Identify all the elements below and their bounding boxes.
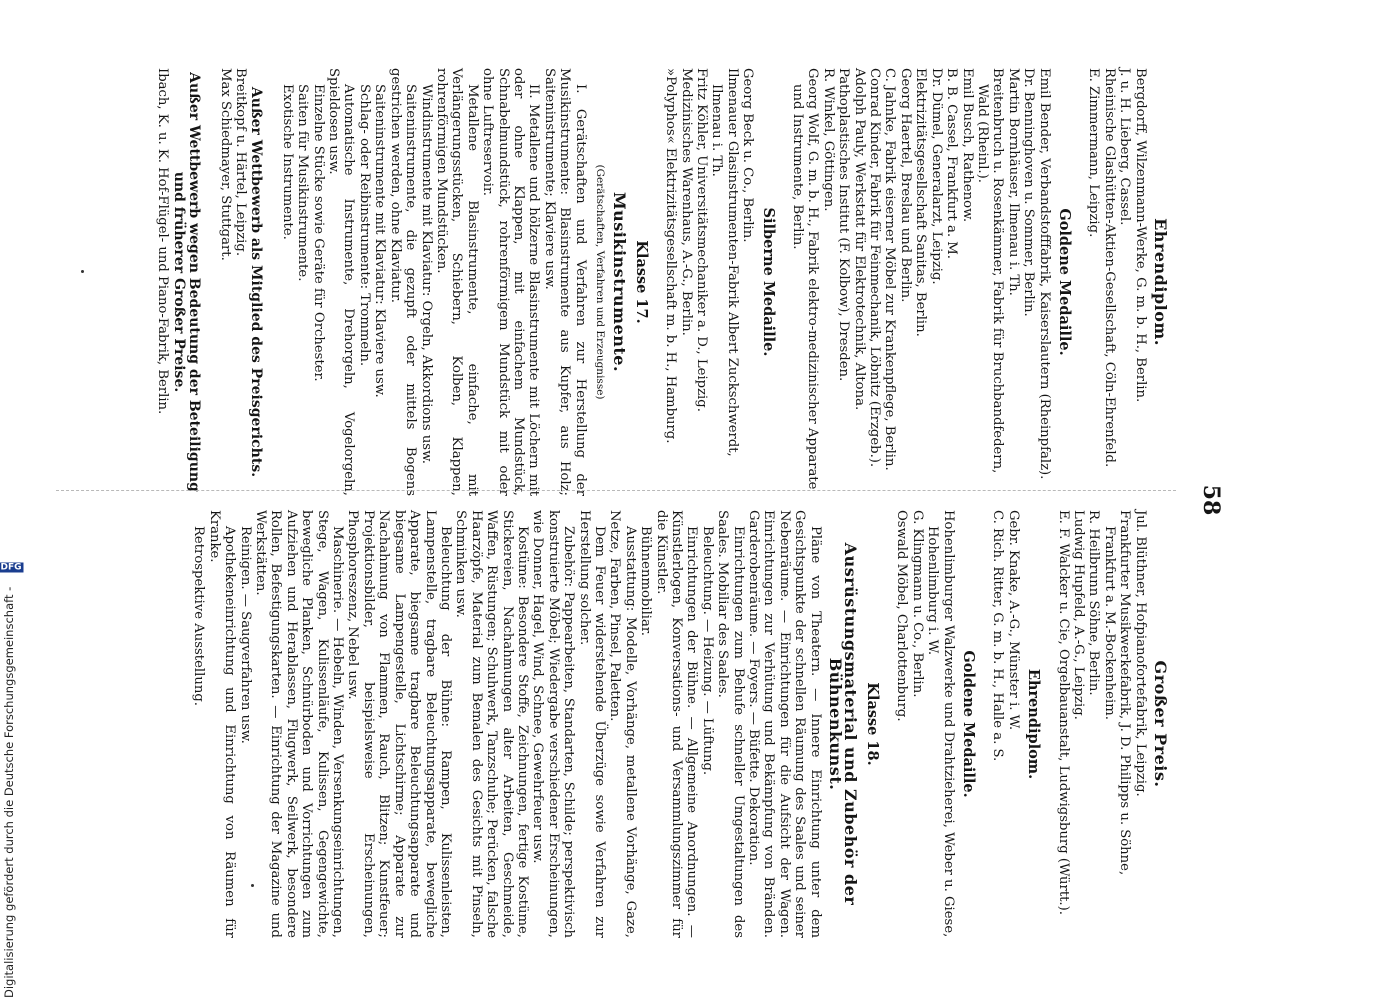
paragraph: Metallene Blasinstrumente, einfache, mit Verlängerungsstücken, Schiebern, Kolben, Klappen, rohrenförmigen Mundstücken. [433, 68, 480, 496]
list-item: C. Rich. Ritter, G. m. b. H., Halle a. S. [990, 510, 1006, 762]
paragraph: Maschinerie. — Hebeln, Winden, Versenkungseinrichtungen, Stege, Wagen, Kulissenläufe, Kulissen, Gegengewichte, bewegliche Planken, Schnürboden und Vorrichtungen zum Aufziehen und Herablassen, Flugwerk, Seilwerk, besondere Rollen, Befestigungskarten. — Einrichtung der Magazine und Werkstätten. [253, 510, 346, 938]
list-item: E. F. Walcker u. Cie, Orgelbauanstalt, Ludwigsburg (Württ.). [1055, 510, 1071, 915]
list-ehrendiplom [990, 510, 1021, 938]
paragraph: I. Gerätschaften und Verfahren zur Herstellung der Musikinstrumente: Blasinstrumente aus Kupfer, aus Holz; Saiteninstrumente; Klaviere usw. [541, 68, 588, 496]
list-item: Ilmenauer Glasinstrumenten-Fabrik Albert Zuckschwerdt, Ilmenau i. Th. [709, 68, 740, 457]
section-heading-ausser: Außer Wettbewerb als Mitglied des Preisgerichts. [248, 86, 265, 478]
paragraph: Ausstattung: Modelle, Vorhänge, metallene Vorhänge, Gaze, Netze, Farben, Pinsel, Paletten. [607, 510, 638, 938]
list-item: Dr. Dümel, Generalarzt, Leipzig. [928, 68, 944, 285]
class-title: Musikinstrumente. [610, 191, 630, 373]
list-item: Gebr. Knake, A.-G., Münster i. W. [1005, 510, 1021, 731]
left-column [155, 68, 1174, 496]
paragraph: Bühnenmobiliar. [638, 526, 654, 636]
paragraph: Beleuchtung. — Heizung. — Lüftung. [699, 526, 715, 776]
paragraph: Automatische Instrumente, Drehorgeln, Vogelorgeln, Spieldosen usw. [326, 68, 357, 496]
list-item: Jul. Blüthner, Hofpianofortefabrik, Leipzig. [1132, 510, 1148, 797]
list-item: J. u. H. Lieberg, Cassel. [1117, 68, 1133, 226]
list-item: Hohenlimburger Walzwerke und Drahtzieherei, Weber u. Giese, Hohenlimburg i. W. [925, 510, 956, 938]
list-gold [790, 68, 1052, 496]
footer-credit [2, 36, 22, 998]
paragraph: Saiten für Musikinstrumente. [295, 84, 311, 282]
list-item: Frankfurter Musikwerkefabrik, J. D. Philipps u. Söhne, Frankfurt a. M.-Bockenheim. [1101, 510, 1133, 876]
class-heading: Klasse 17. [632, 240, 650, 324]
list-item: Adolph Pauly, Werkstatt für Elektrotechnik, Altona. [851, 68, 867, 411]
list-item: Max Schiedmayer, Stuttgart. [217, 68, 233, 261]
list-item: B. B. Cassel, Frankfurt a. M. [944, 68, 960, 259]
document-page [2, 0, 1262, 1000]
list-item: Ludwig Hupfeld, A.-G., Leipzig. [1070, 510, 1086, 720]
list-item: Georg Beck u. Co., Berlin. [740, 68, 756, 243]
list-ausser [217, 68, 248, 496]
paragraph: Windinstrumente mit Klaviatur: Orgeln, Akkordions usw. [418, 84, 434, 464]
list-item: Breitkopf u. Härtel, Leipzig. [233, 68, 249, 257]
paragraph: Reinigen. — Saugverfahren usw. [237, 526, 253, 744]
list-item: Rheinische Glashütten-Aktien-Gesellschaft, Cöln-Ehrenfeld. [1101, 68, 1117, 468]
scan-speck [81, 270, 84, 273]
list-item: »Polyphos« Elektrizitätsgesellschaft m. b. H., Hamburg. [663, 68, 679, 444]
list-item: Dr. Benninghoven u. Sommer, Berlin. [1021, 68, 1037, 317]
list-item: E. Zimmermann, Leipzig. [1086, 68, 1102, 238]
class-paragraphs [191, 510, 823, 938]
list-item: Fritz Köhler, Universitätsmechaniker a. D., Leipzig. [694, 68, 710, 412]
section-heading-silver: Silberne Medaille. [759, 207, 777, 357]
list-item: R. Heilbrunn Söhne, Berlin. [1086, 510, 1102, 696]
scan-speck [251, 884, 254, 887]
section-heading-grosser-preis: Großer Preis. [1151, 660, 1170, 788]
list-item: Georg Haertel, Breslau und Berlin. [897, 68, 913, 303]
section-heading-ehrendiplom: Ehrendiplom. [1025, 668, 1043, 780]
paragraph: Exotische Instrumente. [279, 84, 295, 240]
list-item: Conrad Kinder, Fabrik für Feinmechanik, Löbnitz (Erzgeb.). [867, 68, 883, 468]
paragraph: Saiteninstrumente, die gezupft oder mittels Bogens gestrichen werden, ohne Klaviatur. [387, 68, 419, 496]
paragraph: Schlag- oder Reibinstrumente: Trommeln. [356, 84, 372, 367]
section-heading-gold: Goldene Medaille. [959, 650, 977, 798]
list-item: Medizinisches Warenhaus, A.-G., Berlin. [678, 68, 694, 336]
paragraph: Pläne von Theatern. — Innere Einrichtung unter dem Gesichtspunkte der schnellen Räumung des Saales und seiner Nebenräume. — Einrichtungen für die Aufsicht der Wagen. Einrichtungen zur Verhütung und Bekämpfung von Bränden. Garderobenräume. — Foyers. — Büfette. Dekoration. [746, 510, 823, 938]
list-item: Elektrizitätsgesellschaft Sanitas, Berlin. [913, 68, 929, 337]
list-ausser-2 [155, 68, 170, 496]
paragraph: Kostüme: Besondere Stoffe, Zeichnungen, fertige Kostüme, Stickereien, Nachahmungen alter Arbeiten, Geschmeide, Waffen, Rüstungen; Schuhwerk, Tanzschuhe; Perücken, falsche Haarzöpfe, Material zum Bemalen des Gesichts mit Pinseln, Schminken usw. [453, 510, 530, 938]
list-gold [894, 510, 956, 938]
list-item: G. Klingmann u. Co., Berlin. [909, 510, 925, 698]
list-item: Georg Wolf, G. m. b. H., Fabrik elektro-medizinischer Apparate und Instrumente, Berlin. [790, 68, 821, 490]
list-item: Emil Busch, Rathenow. [959, 68, 975, 223]
list-silver [663, 68, 755, 496]
class-title: Ausrüstungsmaterial und Zubehör der Bühnenkunst. [826, 542, 861, 906]
list-item: Emil Bender, Verbandstofffabrik, Kaiserslautern (Rheinpfalz). [1036, 68, 1052, 480]
section-heading-ehrendiplom: Ehrendiplom. [1151, 218, 1170, 346]
list-item: Bergdorff, Wilzenmann-Werke, G. m. b. H., Berlin. [1132, 68, 1148, 403]
paragraph: Einrichtungen der Bühne. — Allgemeine Anordnungen. — Künstlerlogen, Konversations- und Versammlungszimmer für die Künstler. [653, 510, 700, 938]
class-paragraphs [279, 68, 587, 496]
right-column [191, 510, 1174, 938]
paragraph: Einzelne Stücke sowie Geräte für Orchester. [310, 84, 326, 382]
list-ehrendiplom [1086, 68, 1148, 496]
column-divider [56, 490, 1176, 491]
paragraph: Zubehör: Pappearbeiten, Standarten, Schilde; perspektivisch konstruierte Möbel; Wiedergabe verschiedener Erscheinungen, wie Donner, Hagel, Wind, Schnee, Gewehrfeuer usw. [530, 510, 577, 938]
paragraph: Retrospektive Ausstellung. [191, 526, 207, 706]
dfg-logo: DFG [0, 562, 22, 573]
class-subtitle: (Gerätschaften, Verfahren und Erzeugnisse) [594, 164, 606, 400]
footer-credit-text: Digitalisierung gefördert durch die Deutsche Forschungsgemeinschaft - [2, 586, 16, 998]
section-heading-gold: Goldene Medaille. [1055, 208, 1073, 356]
class-heading: Klasse 18. [863, 682, 881, 766]
paragraph: Apothekeneinrichtung und Einrichtung von Räumen für Kranke. [206, 510, 238, 938]
paragraph: Einrichtungen zum Behufe schneller Umgestaltungen des Saales. Mobiliar des Saales. [715, 510, 746, 938]
list-item: Ibach, K. u. K. Hof-Flügel- und Piano-Fabrik, Berlin. [155, 68, 171, 415]
list-grosser-preis [1055, 510, 1147, 938]
paragraph: Saiteninstrumente mit Klaviatur: Klaviere usw. [372, 84, 388, 398]
page-number: 58 [1198, 484, 1224, 516]
list-item: Breitenbruch u. Rosenkämmer, Fabrik für Bruchbandfedern, Wald (Rheinl.). [974, 68, 1006, 474]
list-item: Martin Bornhäuser, Ilmenau i. Th. [1005, 68, 1021, 296]
paragraph: Dem Feuer widerstehende Überzüge sowie Verfahren zur Herstellung solcher. [576, 510, 607, 938]
section-heading-ausser-2: Außer Wettbewerb wegen Bedeutung der Beteiligung und früherer Großer Preise. [170, 72, 203, 492]
list-item: C. Jahnke, Fabrik eiserner Möbel zur Krankenpflege, Berlin. [882, 68, 898, 471]
list-item: Pathoplastisches Institut (F. Kolbow), Dresden. [836, 68, 852, 382]
paragraph: II. Metallene und hölzerne Blasinstrumente mit Löchern mit oder ohne Klappen, mit einfachem Mundstück, Schnabelmundstück, rohrenförmigem Mundstück mit oder ohne Luftreservoir. [480, 68, 542, 496]
list-item: R. Winkel, Göttingen. [820, 68, 836, 212]
paragraph: Beleuchtung der Bühne: Rampen, Kulissenleisten, Lampenstelle, tragbare Beleuchtungsapparate, bewegliche Apparate, biegsame tragbare Beleuchtungsapparate und biegsame Lampengestelle, Lichtschirme; Apparate zur Nachahmung von Flammen, Rauch, Blitzen; Kunstfeuer; Projektionsbilder, beispielsweise Erscheinungen, Phosphoreszenz, Nebel usw. [345, 510, 453, 938]
list-item: Oswald Möbel, Charlottenburg. [894, 510, 910, 722]
